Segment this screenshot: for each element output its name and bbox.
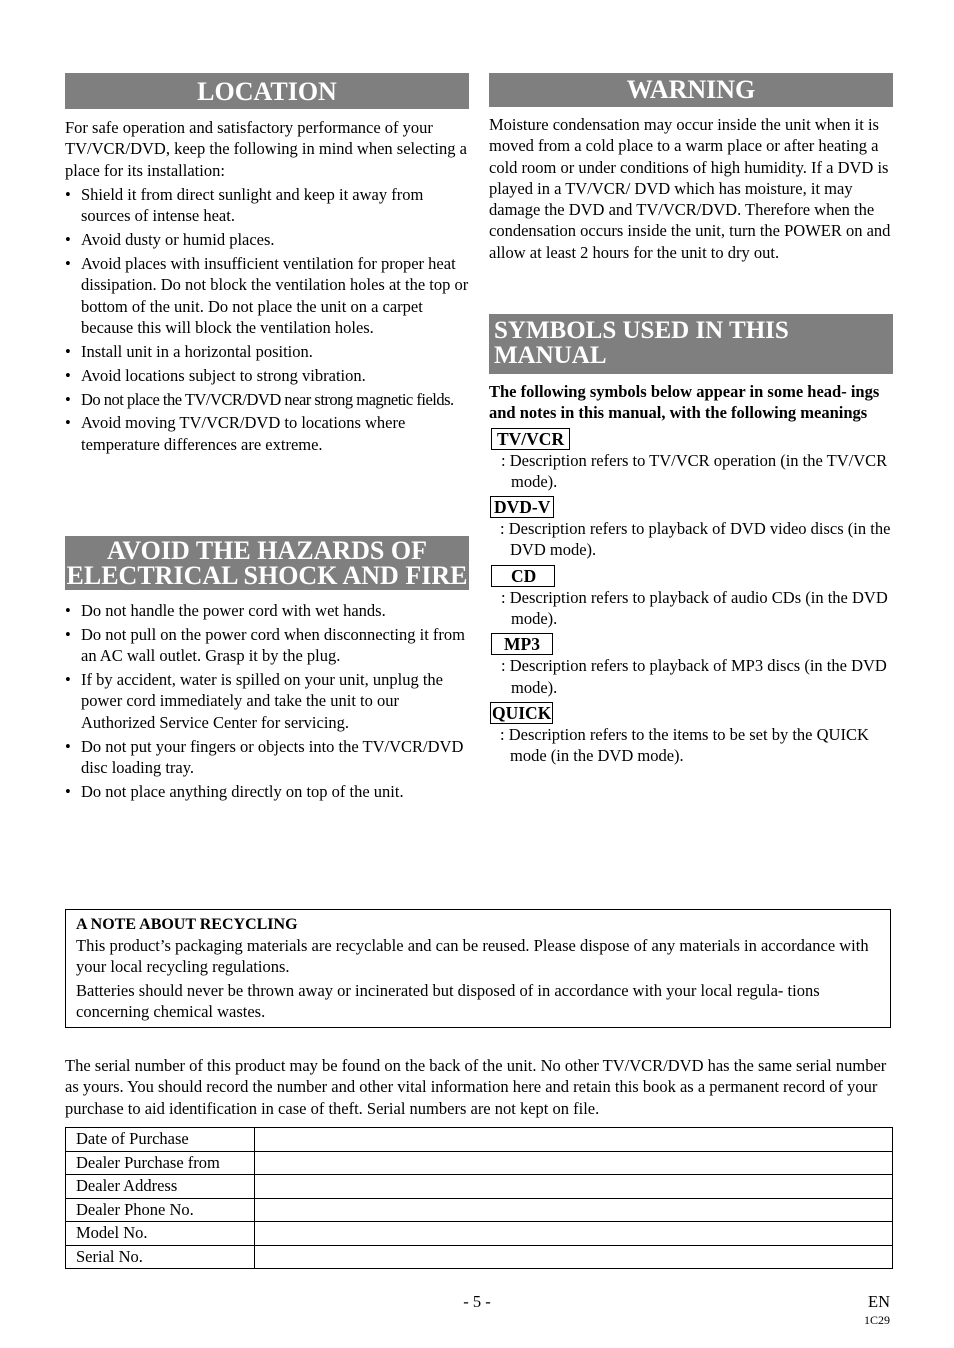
location-heading: LOCATION [65,73,469,109]
recycling-note [65,909,891,1028]
list-item: • Avoid locations subject to strong vibration. [65,365,469,386]
list-item: • Install unit in a horizontal position. [65,341,469,362]
list-item: • Do not handle the power cord with wet hands. [65,600,469,621]
list-item: • Avoid dusty or humid places. [65,229,469,250]
table-row [66,1151,893,1175]
entry-field[interactable] [255,1245,893,1269]
symbol-desc: : Description refers to playback of MP3 discs (in the DVD mode). [501,656,887,697]
warning-text: Moisture condensation may occur inside the unit when it is moved from a cold place to a warm place or after heating a cold room or under conditions of high humidity. If a DVD is played in a TV/VCR/ DVD which has moisture, it may damage the DVD and TV/VCR/DVD. Therefore when the condensation occurs inside the unit, turn the POWER on and allow at least 2 hours for the unit to dry out. [489,115,891,262]
symbols-section [489,314,893,771]
purchase-record-table [65,1127,893,1269]
location-list [65,184,469,455]
warning-heading: WARNING [489,73,893,107]
entry-field[interactable] [255,1222,893,1246]
symbol-label: CD [491,565,555,587]
row-label: Dealer Address [66,1175,255,1199]
language-code: EN [868,1292,890,1311]
hazards-heading-line1: AVOID THE HAZARDS OF [107,536,427,565]
list-item: • Do not pull on the power cord when disconnecting it from an AC wall outlet. Grasp it by the plug. [65,624,469,667]
symbol-label: MP3 [491,633,553,655]
symbol-desc: : Description refers to TV/VCR operation (in the TV/VCR mode). [501,450,888,491]
warning-section [489,73,893,263]
symbol-label: QUICK [492,702,552,723]
list-item: • Do not place anything directly on top of the unit. [65,781,469,802]
document-code: 1C29 [863,1313,890,1327]
list-item: • Avoid moving TV/VCR/DVD to locations where temperature differences are extreme. [65,412,469,455]
row-label: Dealer Purchase from [66,1151,255,1175]
symbol-tvvcr [491,428,893,493]
table-row [66,1128,893,1152]
recycling-text-2: Batteries should never be thrown away or incinerated but disposed of in accordance with your local regula- tions concerning chemical wastes. [76,981,820,1021]
symbol-desc: : Description refers to playback of audio CDs (in the DVD mode). [501,587,888,629]
list-item: • If by accident, water is spilled on your unit, unplug the power cord immediately and take the unit to our Authorized Service Center for servicing. [65,669,469,733]
hazards-heading [65,536,469,590]
table-row [66,1198,893,1222]
entry-field[interactable] [255,1151,893,1175]
table-row [66,1222,893,1246]
list-item: • Avoid places with insufficient ventilation for proper heat dissipation. Do not block the ventilation holes at the top or bottom of the unit. Do not place the unit on a carpet because this will block the ventilation holes. [65,253,469,338]
symbol-desc: : Description refers to the items to be set by the QUICK mode (in the DVD mode). [500,724,869,766]
entry-field[interactable] [255,1128,893,1152]
symbol-label: DVD-V [490,496,554,518]
hazards-section [65,536,469,805]
serial-number-text: The serial number of this product may be found on the back of the unit. No other TV/VCR/DVD has the same serial number as yours. You should record the number and other vital information here and retain this book as a permanent record of your purchase to aid identification in case of theft. Serial numbers are not kept on file. [65,1056,887,1118]
symbol-quick [490,702,893,767]
table-row [66,1175,893,1199]
symbol-dvdv [490,496,893,561]
location-intro: For safe operation and satisfactory performance of your TV/VCR/DVD, keep the following in mind when selecting a place for its installation: [65,118,467,180]
list-item: • Do not place the TV/VCR/DVD near strong magnetic fields. [65,389,469,410]
recycling-text-1: This product’s packaging materials are recyclable and can be reused. Please dispose of any materials in accordance with your local recycling regulations. [76,936,869,976]
row-label: Dealer Phone No. [66,1198,255,1222]
symbol-mp3 [491,633,893,698]
recycling-title: A NOTE ABOUT RECYCLING [76,916,298,933]
row-label: Date of Purchase [66,1128,255,1152]
entry-field[interactable] [255,1198,893,1222]
hazards-list [65,600,469,802]
hazards-heading-line2: ELECTRICAL SHOCK AND FIRE [66,561,468,590]
list-item: • Do not put your fingers or objects into the TV/VCR/DVD disc loading tray. [65,736,469,779]
page-number: - 5 - [463,1292,491,1311]
table-row [66,1245,893,1269]
symbol-desc: : Description refers to playback of DVD video discs (in the DVD mode). [500,519,891,560]
symbols-intro: The following symbols below appear in some head- ings and notes in this manual, with the following meanings [489,382,880,423]
entry-field[interactable] [255,1175,893,1199]
symbol-label: TV/VCR [491,428,570,450]
symbols-heading: SYMBOLS USED IN THIS MANUAL [489,314,893,374]
left-column [65,73,469,458]
symbol-cd [491,565,893,630]
row-label: Serial No. [66,1245,255,1269]
row-label: Model No. [66,1222,255,1246]
list-item: • Shield it from direct sunlight and keep it away from sources of intense heat. [65,184,469,227]
